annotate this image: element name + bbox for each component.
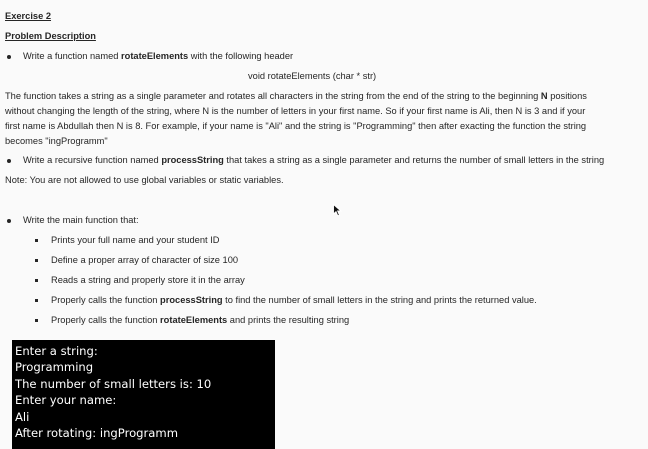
description-text: The function takes a string as a single parameter and rotates all characters in the string from the end of the string to the beginning: [5, 91, 541, 101]
console-line: After rotating: ingProgramm: [15, 426, 178, 441]
sub-item-define-array: Define a proper array of character of size 100: [51, 255, 239, 265]
console-line: Enter a string:: [15, 344, 98, 358]
bullet-marker: [7, 55, 11, 59]
function-name: processString: [161, 155, 224, 165]
bullet-marker: [7, 159, 11, 163]
description-line: without changing the length of the string, where N is the number of letters in your first name. So if your first name is Ali, then N is 3 and if your: [5, 106, 586, 116]
mouse-pointer-icon: [333, 204, 342, 217]
sub-item-text: Properly calls the function: [51, 315, 161, 325]
sub-item-read-string: Reads a string and properly store it in the array: [51, 275, 245, 285]
bullet-rotate-elements: [23, 51, 293, 62]
sub-bullet-marker: [35, 279, 38, 282]
sub-item-text: Properly calls the function: [51, 295, 161, 305]
bullet-main-function: Write the main function that:: [23, 215, 139, 225]
note-text: Note: You are not allowed to use global variables or static variables.: [5, 175, 284, 185]
description-line: first name is Abdullah then N is 8. For example, if your name is "Ali" and the string is "Programming" then after exacting the function the string: [5, 121, 587, 131]
sub-bullet-marker: [35, 299, 38, 302]
description-text: positions: [547, 91, 587, 101]
description-line: becomes "ingProgramm": [5, 136, 108, 146]
bullet-process-string: [23, 155, 604, 166]
bullet-text: Write a recursive function named: [23, 155, 162, 165]
description-n: N: [540, 91, 548, 101]
exercise-title: Exercise 2: [5, 11, 52, 21]
console-line: Ali: [15, 409, 30, 424]
console-line: The number of small letters is: 10: [15, 376, 212, 391]
sub-item-text: and prints the resulting string: [227, 315, 350, 325]
sub-item-text: to find the number of small letters in the string and prints the returned value.: [222, 295, 537, 305]
function-name: processString: [160, 295, 223, 305]
sub-bullet-marker: [35, 259, 38, 262]
function-name: rotateElements: [160, 315, 228, 325]
sub-item-call-process-string: [51, 295, 537, 306]
function-header: void rotateElements (char * str): [248, 71, 377, 81]
function-name: rotateElements: [121, 51, 189, 61]
console-output: [12, 340, 275, 449]
console-line: Programming: [15, 360, 94, 375]
sub-bullet-marker: [35, 319, 38, 322]
sub-bullet-marker: [35, 239, 38, 242]
bullet-text: that takes a string as a single parameter and returns the number of small letters in the string: [223, 155, 605, 165]
bullet-text: Write a function named: [23, 51, 122, 61]
description-line: [5, 91, 587, 102]
sub-item-print-name: Prints your full name and your student ID: [51, 235, 220, 245]
console-line: Enter your name:: [15, 393, 117, 408]
bullet-text: with the following header: [188, 51, 294, 61]
bullet-marker: [7, 219, 11, 223]
sub-item-call-rotate-elements: [51, 315, 349, 326]
section-title: Problem Description: [5, 31, 96, 41]
